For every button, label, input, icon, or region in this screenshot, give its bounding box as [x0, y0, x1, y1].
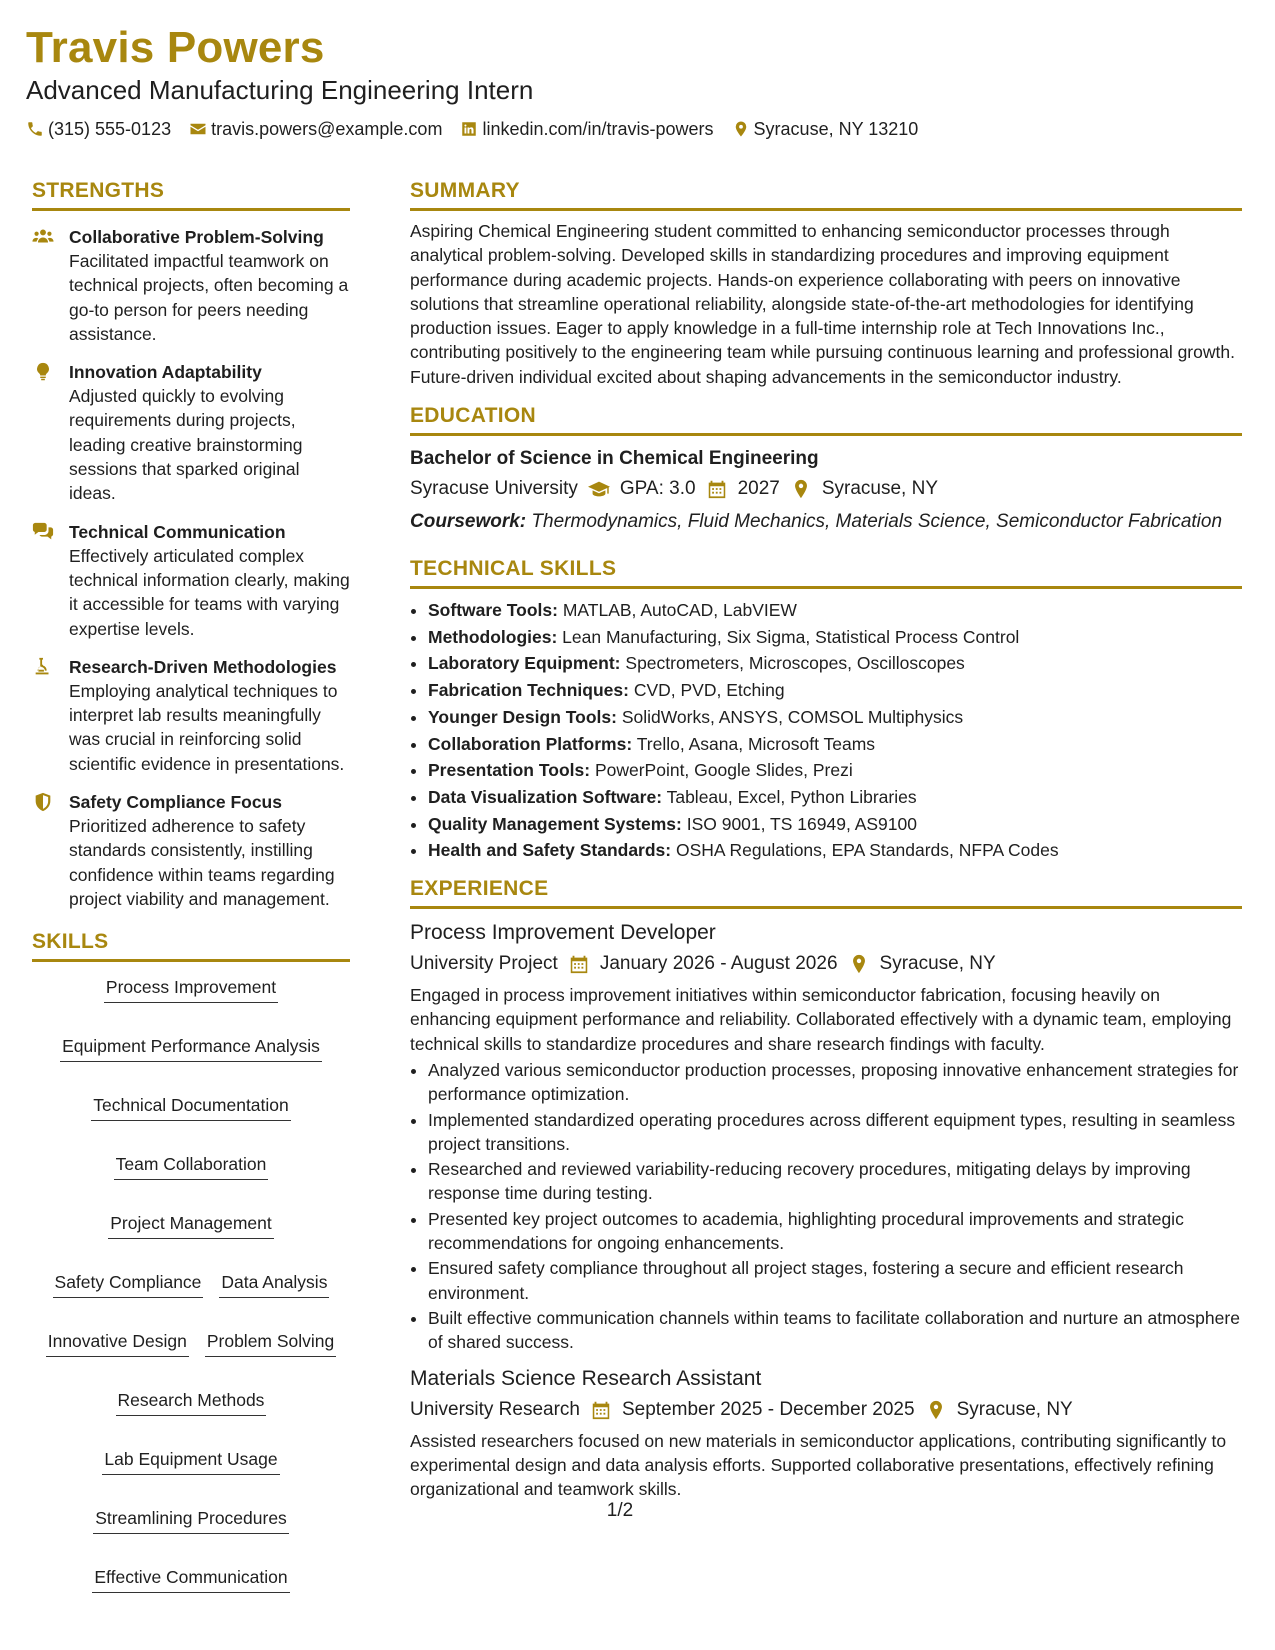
job-org: University Project: [410, 953, 558, 975]
job-description: Assisted researchers focused on new materials in semiconductor applications, contributing significantly to experimental design and data analysis efforts. Supported collaborative presentations, effectively refining organizational and teamwork skills.: [410, 1430, 1227, 1500]
summary-section: [410, 178, 1242, 389]
skill-tag: Problem Solving: [205, 1330, 336, 1357]
linkedin-icon: [460, 120, 478, 138]
job-dates: January 2026 - August 2026: [599, 953, 838, 975]
list-item: [428, 811, 1242, 838]
list-item: • Ensured safety compliance throughout all project stages, fostering a secure and efficient research environment.: [428, 1256, 1242, 1305]
phone-icon: [26, 120, 44, 138]
skill-tag: Streamlining Procedures: [93, 1507, 289, 1534]
list-item: • Presented key project outcomes to academia, highlighting procedural improvements and strategic recommendations for ongoing enhancements.: [428, 1207, 1242, 1256]
job-location: Syracuse, NY: [956, 1398, 1073, 1420]
linkedin-text: linkedin.com/in/travis-powers: [482, 119, 714, 139]
envelope-icon: [189, 120, 207, 138]
microscope-icon: [32, 657, 54, 677]
skill-label: Fabrication Techniques:: [428, 680, 629, 701]
school-name: Syracuse University: [410, 478, 578, 500]
strength-item: [32, 225, 350, 346]
education-meta: [410, 476, 1242, 502]
phone-text: (315) 555-0123: [48, 119, 172, 139]
education-section: [410, 403, 1242, 534]
calendar-icon: [590, 1400, 612, 1420]
map-marker-icon: [848, 954, 870, 974]
job-description: Engaged in process improvement initiatives within semiconductor fabrication, focusing heavily on enhancing equipment performance and reliability. Collaborated effectively with a dynamic team, employing technical skills to standardize procedures and share research findings with faculty.: [410, 985, 1232, 1054]
skill-label: Laboratory Equipment:: [428, 653, 621, 674]
skill-value: SolidWorks, ANSYS, COMSOL Multiphysics: [621, 706, 964, 727]
strength-item: [32, 655, 350, 776]
skill-label: Quality Management Systems:: [428, 813, 682, 834]
strength-title: Collaborative Problem-Solving: [69, 227, 324, 247]
contact-email[interactable]: [189, 118, 442, 140]
skill-value: ISO 9001, TS 16949, AS9100: [686, 813, 917, 834]
skills-heading: SKILLS: [32, 929, 350, 962]
skill-label: Collaboration Platforms:: [428, 733, 633, 754]
shield-icon: [32, 792, 54, 812]
skill-tag: Process Improvement: [104, 976, 278, 1003]
graduation-cap-icon: [588, 479, 610, 499]
list-item: • Researched and reviewed variability-reducing recovery procedures, mitigating delays by improving response time during testing.: [428, 1157, 1242, 1206]
left-column: [32, 178, 350, 1593]
candidate-title: Advanced Manufacturing Engineering Intern: [26, 75, 534, 105]
candidate-name: Travis Powers: [26, 23, 325, 72]
calendar-icon: [706, 479, 728, 499]
skill-tag: Research Methods: [116, 1389, 267, 1416]
skill-tag: Safety Compliance: [53, 1271, 204, 1298]
lightbulb-icon: [32, 362, 54, 382]
location-text: Syracuse, NY 13210: [753, 119, 919, 139]
skill-value: Trello, Asana, Microsoft Teams: [636, 733, 876, 754]
skill-tag: Team Collaboration: [114, 1153, 269, 1180]
list-item: [428, 731, 1242, 758]
skill-tag: Project Management: [108, 1212, 273, 1239]
skill-value: Lean Manufacturing, Six Sigma, Statistical Process Control: [562, 626, 1020, 647]
job-location: Syracuse, NY: [879, 953, 996, 975]
summary-heading: SUMMARY: [410, 178, 1242, 211]
comments-icon: [32, 522, 54, 542]
job-entry: [410, 919, 1242, 1354]
list-item: • Built effective communication channels within teams to facilitate collaboration and nurture an atmosphere of shared success.: [428, 1306, 1242, 1355]
strength-title: Technical Communication: [69, 521, 286, 542]
strength-item: [32, 520, 350, 641]
map-marker-icon: [925, 1400, 947, 1420]
strength-desc: Facilitated impactful teamwork on technical projects, often becoming a go-to person for peers needing assistance.: [69, 251, 349, 344]
list-item: [428, 784, 1242, 811]
list-item: [428, 650, 1242, 677]
list-item: [428, 597, 1242, 624]
job-dates: September 2025 - December 2025: [622, 1398, 915, 1420]
right-column: [410, 178, 1242, 1501]
skill-label: Data Visualization Software:: [428, 787, 663, 807]
list-item: [428, 624, 1242, 651]
skill-label: Younger Design Tools:: [428, 706, 617, 727]
job-title: Materials Science Research Assistant: [410, 1366, 762, 1390]
users-icon: [32, 227, 54, 247]
map-marker-icon: [732, 120, 750, 138]
contact-linkedin[interactable]: [460, 118, 713, 140]
education-heading: EDUCATION: [410, 403, 1242, 436]
skill-value: Spectrometers, Microscopes, Oscilloscopes: [625, 653, 965, 674]
experience-section: [410, 876, 1242, 1501]
skill-value: CVD, PVD, Etching: [633, 680, 785, 701]
strength-title: Safety Compliance Focus: [69, 792, 282, 813]
email-text: travis.powers@example.com: [211, 119, 443, 139]
list-item: [428, 677, 1242, 704]
skill-tag: Data Analysis: [219, 1271, 329, 1298]
technical-skills-list: [410, 597, 1242, 864]
list-item: [428, 704, 1242, 731]
grad-year: 2027: [737, 478, 780, 500]
skill-tag: Technical Documentation: [91, 1094, 291, 1121]
strength-title: Innovation Adaptability: [69, 362, 262, 383]
job-title: Process Improvement Developer: [410, 921, 716, 945]
coursework-label: Coursework:: [410, 511, 527, 533]
strength-title: Research-Driven Methodologies: [69, 656, 337, 677]
map-marker-icon: [790, 479, 812, 499]
experience-heading: EXPERIENCE: [410, 876, 1242, 909]
skill-value: Tableau, Excel, Python Libraries: [666, 787, 917, 807]
school-location: Syracuse, NY: [821, 478, 939, 500]
skill-value: OSHA Regulations, EPA Standards, NFPA Codes: [676, 840, 1059, 861]
gpa-text: GPA: 3.0: [619, 478, 696, 500]
job-org: University Research: [410, 1398, 580, 1420]
job-entry: [410, 1365, 1242, 1502]
page-indicator: 1/2: [606, 1500, 634, 1521]
coursework-list: Thermodynamics, Fluid Mechanics, Materials Science, Semiconductor Fabrication: [531, 511, 1223, 533]
skill-tag: Equipment Performance Analysis: [60, 1035, 322, 1062]
summary-text: Aspiring Chemical Engineering student committed to enhancing semiconductor processes through analytical problem-solving. Developed skills in standardizing procedures and improving equipment performance during academic projects. Hands-on experience collaborating with peers on innovative solutions that streamline operational reliability, alongside state-of-the-art methodologies for identifying production issues. Eager to apply knowledge in a full-time internship role at Tech Innovations Inc., contributing positively to the engineering team while pursuing continuous learning and professional growth. Future-driven individual excited about shaping advancements in the semiconductor industry.: [410, 221, 1235, 387]
skill-label: Methodologies:: [428, 626, 558, 647]
skill-label: Health and Safety Standards:: [428, 840, 672, 861]
strength-item: [32, 790, 350, 911]
resume-header: [26, 22, 1235, 140]
skill-tag: Lab Equipment Usage: [102, 1448, 279, 1475]
skill-value: PowerPoint, Google Slides, Prezi: [594, 760, 853, 781]
list-item: • Implemented standardized operating procedures across different equipment types, resulting in seamless project transitions.: [428, 1108, 1242, 1157]
strengths-section: [32, 178, 350, 911]
skill-value: MATLAB, AutoCAD, LabVIEW: [562, 600, 797, 621]
strength-desc: Effectively articulated complex technical information clearly, making it accessible for teams with varying expertise levels.: [69, 545, 350, 639]
list-item: [428, 757, 1242, 784]
job-bullets: [410, 1058, 1242, 1355]
technical-skills-heading: TECHNICAL SKILLS: [410, 556, 1242, 589]
strengths-heading: STRENGTHS: [32, 178, 350, 211]
job-meta: [410, 951, 1242, 977]
skills-tags: [32, 976, 350, 1593]
degree-title: Bachelor of Science in Chemical Engineering: [410, 448, 819, 470]
contact-location: [732, 118, 919, 140]
contact-bar: [26, 118, 1235, 140]
contact-phone[interactable]: [26, 118, 171, 140]
list-item: • Analyzed various semiconductor production processes, proposing innovative enhancement strategies for performance optimization.: [428, 1058, 1242, 1107]
skill-tag: Innovative Design: [46, 1330, 189, 1357]
skill-label: Presentation Tools:: [428, 760, 591, 781]
skill-tag: Effective Communication: [92, 1566, 289, 1593]
strength-desc: Prioritized adherence to safety standards consistently, instilling confidence within teams regarding project viability and management.: [69, 816, 335, 909]
strength-desc: Adjusted quickly to evolving requirements during projects, leading creative brainstorming sessions that sparked original ideas.: [69, 386, 303, 504]
job-meta: [410, 1397, 1242, 1423]
technical-skills-section: [410, 556, 1242, 864]
calendar-icon: [568, 954, 590, 974]
strength-desc: Employing analytical techniques to interpret lab results meaningfully was crucial in reinforcing solid scientific evidence in presentations.: [69, 680, 345, 774]
skill-label: Software Tools:: [428, 600, 558, 621]
list-item: [428, 837, 1242, 864]
skills-section: [32, 929, 350, 1593]
strength-item: [32, 360, 350, 505]
coursework: [410, 510, 1242, 534]
